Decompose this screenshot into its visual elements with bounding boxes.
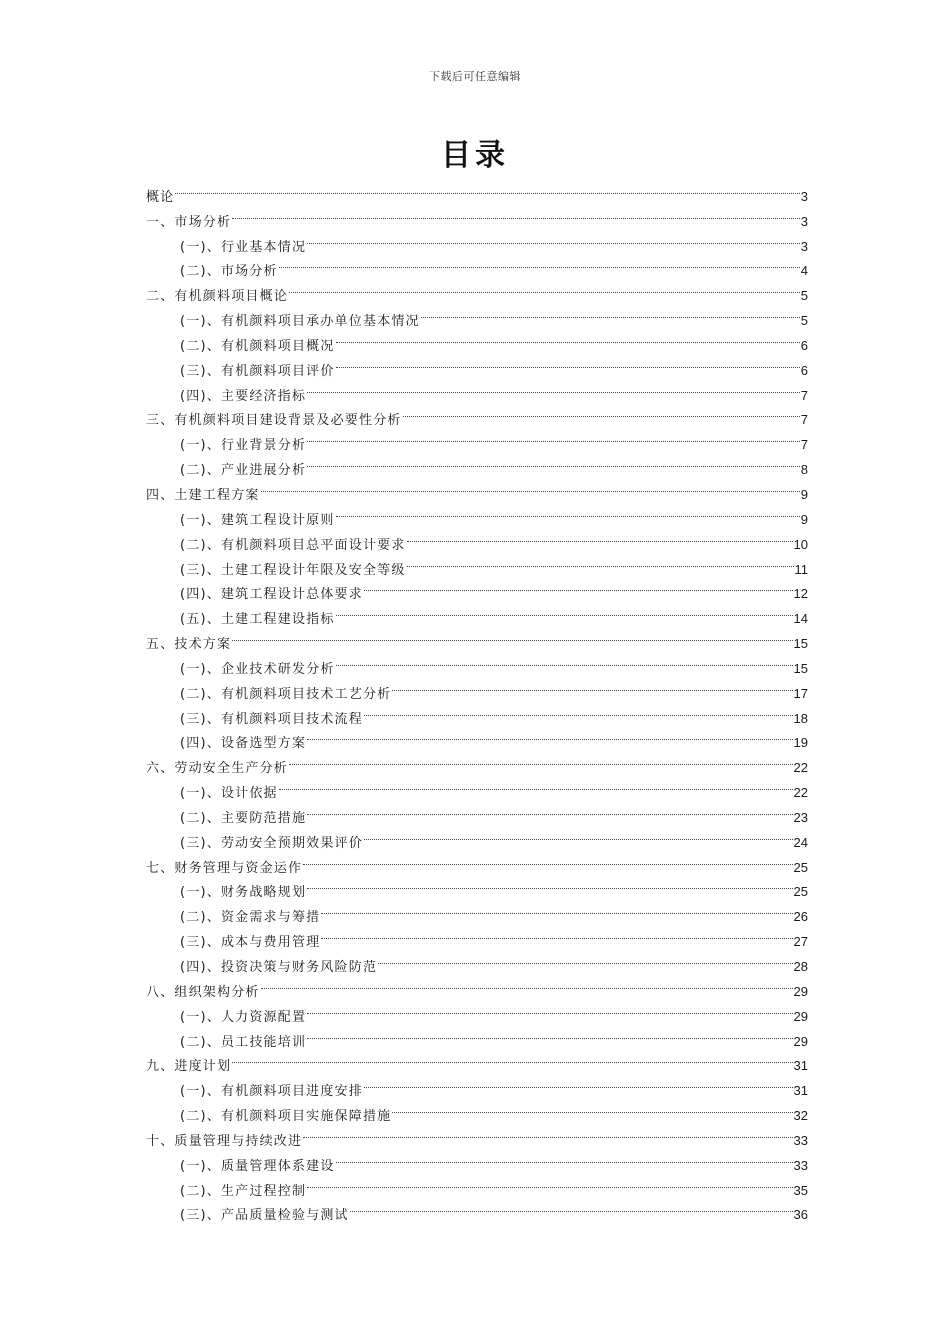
toc-entry-label: (二)、市场分析 [180, 264, 278, 280]
toc-entry-label: 四、土建工程方案 [146, 487, 260, 503]
toc-entry-label: 二、有机颜料项目概论 [146, 289, 289, 305]
toc-dot-leader [232, 1046, 792, 1071]
toc-entry-page-number: 9 [800, 486, 808, 502]
toc-entry-page-number: 29 [793, 1008, 808, 1024]
toc-dot-leader [378, 946, 792, 971]
toc-entry-label: (一)、人力资源配置 [180, 1009, 307, 1025]
toc-dot-leader [289, 747, 793, 772]
toc-entry-page-number: 6 [800, 337, 808, 353]
toc-dot-leader [421, 300, 800, 325]
toc-entry-label: (四)、建筑工程设计总体要求 [180, 587, 363, 603]
table-of-contents [146, 176, 808, 1224]
toc-entry-label: (四)、投资决策与财务风险防范 [180, 960, 378, 975]
toc-entry-page-number: 7 [800, 412, 808, 428]
toc-entry-page-number: 22 [793, 785, 808, 801]
toc-entry-page-number: 33 [793, 1157, 808, 1173]
toc-entry-page-number: 23 [793, 809, 808, 825]
toc-entry-label: 七、财务管理与资金运作 [146, 860, 303, 876]
toc-dot-leader [336, 1145, 793, 1170]
toc-entry-page-number: 26 [793, 909, 808, 925]
toc-entry-page-number: 12 [793, 586, 808, 602]
toc-entry-label: (一)、企业技术研发分析 [180, 661, 335, 677]
toc-entry-page-number: 5 [800, 288, 808, 304]
toc-entry-page-number: 11 [794, 561, 808, 577]
toc-dot-leader [303, 1120, 792, 1145]
toc-entry-label: 三、有机颜料项目建设背景及必要性分析 [146, 413, 402, 429]
toc-entry-page-number: 31 [793, 1083, 808, 1099]
toc-entry-label: (二)、产业进展分析 [180, 463, 307, 479]
toc-dot-leader [336, 499, 800, 524]
toc-dot-leader [307, 449, 800, 474]
toc-entry-label: (一)、行业背景分析 [180, 438, 307, 454]
toc-entry-label: (一)、行业基本情况 [180, 239, 307, 255]
toc-entry-page-number: 25 [793, 884, 808, 900]
toc-entry-page-number: 8 [800, 462, 808, 478]
toc-entry-page-number: 7 [800, 387, 808, 403]
toc-dot-leader [321, 921, 792, 946]
toc-dot-leader [336, 350, 800, 375]
toc-dot-leader [175, 176, 799, 201]
toc-entry-page-number: 6 [800, 362, 808, 378]
toc-entry-label: 概论 [146, 189, 175, 205]
toc-dot-leader [364, 822, 793, 847]
toc-entry-label: (二)、有机颜料项目总平面设计要求 [180, 537, 406, 553]
toc-entry-page-number: 36 [793, 1207, 808, 1223]
header-note: 下载后可任意编辑 [429, 70, 521, 83]
toc-dot-leader [392, 1095, 792, 1120]
toc-entry-page-number: 29 [793, 1033, 808, 1049]
toc-entry-page-number: 4 [800, 263, 808, 279]
toc-entry-page-number: 17 [793, 685, 808, 701]
toc-dot-leader [392, 673, 792, 698]
toc-dot-leader [289, 275, 800, 300]
toc-entry-label: 十、质量管理与持续改进 [146, 1133, 303, 1149]
toc-entry-page-number: 24 [793, 834, 808, 850]
toc-dot-leader [303, 847, 792, 872]
toc-entry-label: (二)、有机颜料项目概况 [180, 338, 335, 354]
toc-dot-leader [364, 698, 793, 723]
toc-dot-leader [403, 400, 800, 425]
toc-entry[interactable] [146, 226, 808, 255]
toc-entry-page-number: 9 [800, 511, 808, 527]
toc-dot-leader [307, 872, 792, 897]
toc-dot-leader [261, 474, 800, 499]
toc-dot-leader [307, 723, 792, 748]
toc-dot-leader [307, 424, 800, 449]
toc-entry-label: (二)、有机颜料项目实施保障措施 [180, 1109, 392, 1125]
toc-dot-leader [336, 648, 793, 673]
toc-dot-leader [232, 201, 800, 226]
toc-entry-page-number: 3 [800, 188, 808, 204]
toc-entry[interactable] [146, 201, 808, 230]
toc-entry-label: (二)、资金需求与筹措 [180, 910, 321, 926]
toc-dot-leader [307, 996, 792, 1021]
toc-entry-label: 九、进度计划 [146, 1059, 232, 1075]
toc-entry-label: 一、市场分析 [146, 214, 232, 230]
toc-dot-leader [307, 1170, 792, 1195]
toc-dot-leader [279, 251, 800, 276]
toc-entry-label: (三)、劳动安全预期效果评价 [180, 835, 363, 851]
toc-dot-leader [279, 772, 793, 797]
toc-entry-label: (四)、设备选型方案 [180, 736, 307, 752]
toc-entry-label: 八、组织架构分析 [146, 984, 260, 1000]
toc-entry-label: (一)、质量管理体系建设 [180, 1158, 335, 1174]
toc-entry-label: (三)、有机颜料项目评价 [180, 363, 335, 379]
toc-dot-leader [350, 1195, 793, 1220]
toc-entry[interactable] [146, 1046, 808, 1075]
toc-entry[interactable] [146, 648, 808, 677]
toc-entry-page-number: 10 [793, 536, 808, 552]
toc-entry-label: (一)、建筑工程设计原则 [180, 512, 335, 528]
toc-entry-label: 六、劳动安全生产分析 [146, 761, 289, 777]
toc-entry-label: (三)、土建工程设计年限及安全等级 [180, 562, 406, 578]
toc-dot-leader [364, 574, 793, 599]
toc-dot-leader [307, 797, 792, 822]
toc-dot-leader [321, 896, 792, 921]
toc-entry-label: (三)、成本与费用管理 [180, 935, 321, 951]
toc-entry-label: (二)、生产过程控制 [180, 1183, 307, 1199]
toc-entry-page-number: 32 [793, 1108, 808, 1124]
toc-entry[interactable] [146, 176, 808, 205]
toc-entry-page-number: 33 [793, 1132, 808, 1148]
toc-entry-page-number: 3 [800, 213, 808, 229]
toc-entry-label: (三)、产品质量检验与测试 [180, 1208, 349, 1224]
toc-entry-label: (一)、财务战略规划 [180, 885, 307, 901]
toc-entry-page-number: 25 [793, 859, 808, 875]
toc-entry-label: (四)、主要经济指标 [180, 388, 307, 404]
toc-dot-leader [307, 226, 800, 251]
toc-entry-page-number: 18 [793, 710, 808, 726]
toc-entry-label: (二)、有机颜料项目技术工艺分析 [180, 686, 392, 702]
toc-entry-page-number: 3 [800, 238, 808, 254]
toc-entry-page-number: 31 [793, 1058, 808, 1074]
toc-entry-label: (二)、主要防范措施 [180, 810, 307, 826]
toc-entry-page-number: 14 [793, 611, 808, 627]
toc-entry-label: (二)、员工技能培训 [180, 1034, 307, 1050]
toc-entry-label: 五、技术方案 [146, 637, 232, 653]
toc-entry-page-number: 29 [793, 983, 808, 999]
toc-dot-leader [407, 524, 793, 549]
toc-entry-page-number: 7 [800, 437, 808, 453]
toc-entry-page-number: 19 [793, 735, 808, 751]
toc-entry-page-number: 28 [793, 959, 808, 974]
toc-entry-label: (一)、有机颜料项目承办单位基本情况 [180, 314, 420, 330]
page-title: 目录 [441, 138, 509, 173]
toc-dot-leader [364, 1070, 793, 1095]
toc-entry-label: (三)、有机颜料项目技术流程 [180, 711, 363, 727]
toc-entry-page-number: 35 [793, 1182, 808, 1198]
toc-dot-leader [232, 623, 792, 648]
toc-entry-label: (五)、土建工程建设指标 [180, 612, 335, 628]
toc-entry-page-number: 15 [793, 636, 808, 652]
toc-dot-leader [336, 325, 800, 350]
toc-dot-leader [407, 549, 794, 574]
toc-entry[interactable] [146, 623, 808, 653]
toc-entry-page-number: 22 [793, 760, 808, 776]
toc-dot-leader [336, 598, 793, 623]
toc-entry-page-number: 27 [793, 934, 808, 950]
toc-entry-label: (一)、设计依据 [180, 786, 278, 802]
toc-entry-page-number: 5 [800, 313, 808, 329]
toc-entry-label: (一)、有机颜料项目进度安排 [180, 1084, 363, 1100]
toc-dot-leader [307, 375, 800, 400]
toc-dot-leader [261, 971, 793, 996]
toc-dot-leader [307, 1021, 792, 1046]
toc-entry-page-number: 15 [793, 660, 808, 676]
toc-entry[interactable] [146, 1070, 808, 1100]
